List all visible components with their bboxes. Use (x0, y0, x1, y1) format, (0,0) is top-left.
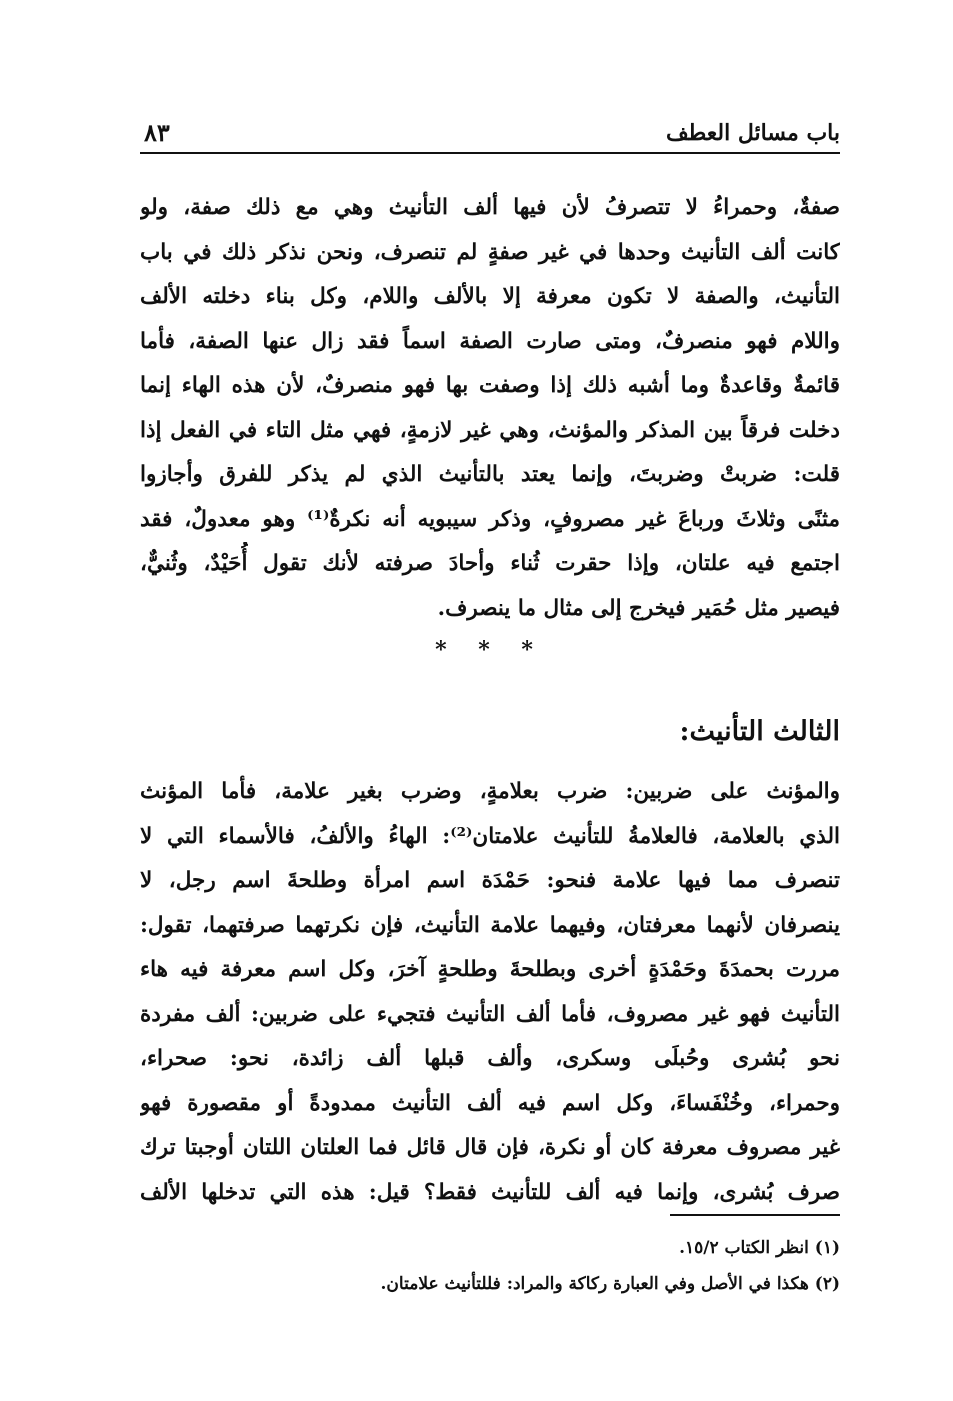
section-separator: * * * (435, 637, 545, 663)
text-line: نحو بُشرى وحُبلَى وسكرى، وألف قبلها ألف زائدة، نحو: صحراء، (140, 1046, 840, 1071)
text-line: قلت: ضربتْ وضربتَ، وإنما يعتد بالتأنيث الذي لم يذكر للفرق وأجازوا (140, 462, 840, 487)
text-line: صفةٌ، وحمراءُ لا تتصرفُ لأن فيها ألف التأنيث وهي مع ذلك صفة، ولو (140, 195, 840, 220)
footnote-2: (٢) هكذا في الأصل وفي العبارة ركاكة والمراد: فللتأنيث علامتان. (380, 1274, 840, 1294)
text-line: واللام فهو منصرفٌ، ومتى صارت الصفة اسماً فقد زال عنها الصفة، فأما (140, 328, 840, 354)
text-line: تنصرف مما فيها علامة فنحو: حَمْدَة اسم امرأة وطلحةَ اسم رجل، لا (140, 868, 840, 893)
text-line: التأنيث فهو غير مصروف، فأما ألف التأنيث فتجيء على ضربين: ألف مفردة (140, 1001, 840, 1027)
text-line: الذي بالعلامة، فالعلامةُ للتأنيث علامتان⁽²⁾: الهاءُ والألفُ، فالأسماء التي لا (140, 823, 840, 849)
paragraph-2 (140, 770, 840, 1215)
text-line: دخلت فرقاً بين المذكر والمؤنث، وهي غير لازمةٍ، فهي مثل التاء في الفعل إذا (140, 417, 840, 443)
running-title: باب مسائل العطف (665, 120, 840, 146)
text-line: مثنًى وثلاثَ ورباعَ غير مصروفٍ، وذكر سيبويه أنه نكرةٌ⁽¹⁾ وهو معدولٌ، فقد (140, 506, 840, 532)
text-line: مررت بحمدَةَ وحَمْدَةٍ أخرى وبطلحةَ وطلحةٍ آخرَ، وكل اسم معرفة فيه هاء (140, 957, 840, 982)
text-line: قائمةٌ وقاعدةٌ وما أشبه ذلك إذا وصفت بها فهو منصرفٌ، لأن هذه الهاء إنما (140, 373, 840, 398)
text-line: ينصرفان لأنهما معرفتان، وفيهما علامة التأنيث، فإن نكرتهما صرفتهما، تقول: (140, 912, 840, 938)
paragraph-1 (140, 186, 840, 631)
text-line: كانت ألف التأنيث وحدها في غير صفةٍ لم تنصرف، ونحن نذكر ذلك في باب (140, 239, 840, 265)
page-number: ٨٣ (144, 118, 170, 147)
text-line: صرف بُشرى، وإنما فيه ألف للتأنيث فقط؟ قيل: هذه التي تدخلها الألف (140, 1179, 840, 1205)
text-line: فيصير مثل حُمَير فيخرج إلى مثال ما ينصرف. (437, 595, 840, 621)
footnotes (140, 1230, 840, 1302)
header-rule (140, 152, 840, 154)
text-line: اجتمع فيه علتان، وإذا حقرت ثُناء وأحادَ صرفته لأنك تقول أُحَيْدٌ، وثُنيٌّ، (140, 551, 840, 576)
page-header (140, 118, 840, 154)
footnote-1: (١) انظر الكتاب ١٥/٢. (679, 1238, 840, 1258)
footnote-rule (670, 1214, 840, 1216)
text-line: غير مصروف معرفة كان أو نكرة، فإن قال قائل فما العلتان اللتان أوجبتا ترك (140, 1135, 840, 1160)
text-line: التأنيث، والصفة لا تكون معرفة إلا بالألف واللام، وكل بناء دخلته الألف (140, 284, 840, 309)
text-line: والمؤنث على ضربين: ضرب بعلامةٍ، وضرب بغير علامة، فأما المؤنث (140, 779, 840, 804)
section-heading: الثالث التأنيث: (679, 716, 840, 747)
text-line: وحمراء، وخُنْفَساءَ، وكل اسم فيه ألف التأنيث ممدودةً أو مقصورة فهو (140, 1090, 840, 1116)
